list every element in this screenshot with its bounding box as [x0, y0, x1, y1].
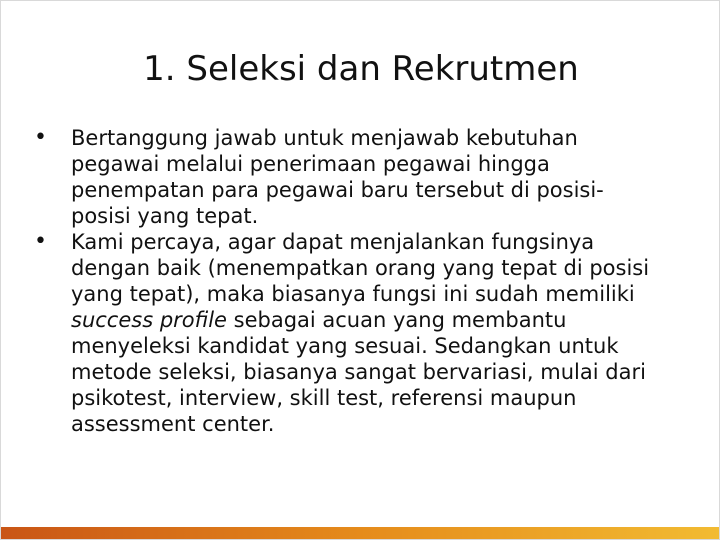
bullet-item-responsibility	[33, 125, 663, 229]
bullet-2-line-2: dengan baik (menempatkan orang yang tepat di posisi	[71, 256, 650, 280]
bullet-list	[33, 125, 663, 437]
bullet-1-line-4: posisi yang tepat.	[71, 204, 259, 228]
bullet-1-line-2: pegawai melalui penerimaan pegawai hingga	[71, 152, 550, 176]
bullet-item-selection-method	[33, 229, 663, 437]
bullet-2-line-7: psikotest, interview, skill test, referensi maupun	[71, 386, 577, 410]
bullet-2-line-6: metode seleksi, biasanya sangat bervariasi, mulai dari	[71, 360, 646, 384]
bullet-1-line-1: Bertanggung jawab untuk menjawab kebutuhan	[71, 126, 578, 150]
bullet-1-line-3: penempatan para pegawai baru tersebut di posisi-	[71, 178, 604, 202]
bullet-2-line-8: assessment center.	[71, 412, 275, 436]
bullet-2-line-3: yang tepat), maka biasanya fungsi ini sudah memiliki	[71, 282, 635, 306]
bullet-icon: •	[34, 125, 47, 150]
orange-footer-band	[1, 527, 719, 539]
bullet-2-line-4-rest: sebagai acuan yang membantu	[226, 308, 567, 332]
bullet-2-line-1: Kami percaya, agar dapat menjalankan fungsinya	[71, 230, 595, 254]
slide-title: 1. Seleksi dan Rekrutmen	[143, 49, 579, 89]
bullet-2-line-5: menyeleksi kandidat yang sesuai. Sedangkan untuk	[71, 334, 619, 358]
bullet-2-line-4	[71, 307, 663, 333]
bullet-icon: •	[34, 229, 47, 254]
italic-success-profile: success profile	[71, 308, 227, 332]
